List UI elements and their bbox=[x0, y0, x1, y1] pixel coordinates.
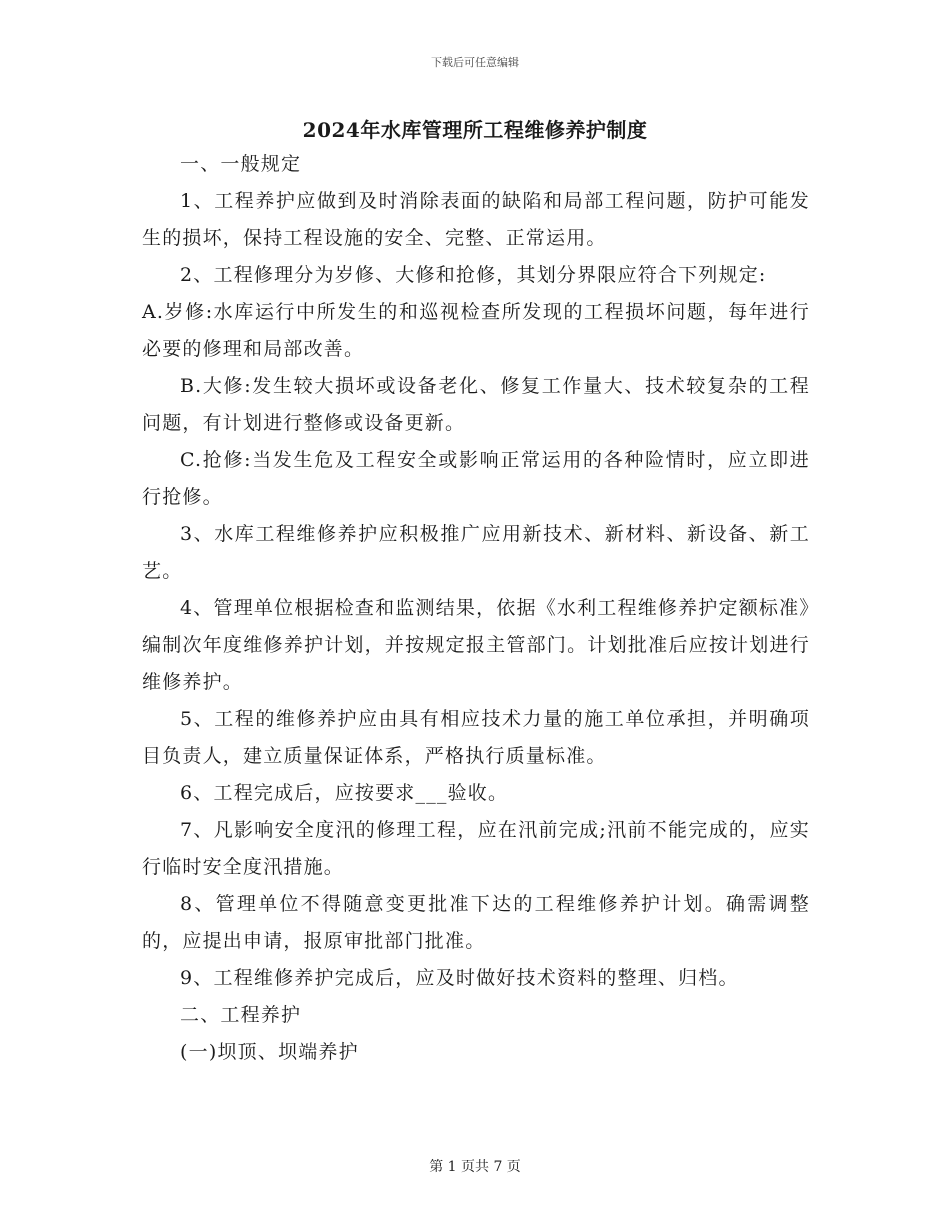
section-heading: 一、一般规定 bbox=[180, 153, 302, 175]
document-title: 2024年水库管理所工程维修养护制度 bbox=[302, 118, 648, 142]
page-number: 第 1 页共 7 页 bbox=[429, 1159, 521, 1175]
paragraph: 9、工程维修养护完成后，应及时做好技术资料的整理、归档。 bbox=[180, 967, 739, 989]
paragraph: 4、管理单位根据检查和监测结果，依据《水利工程维修养护定额标准》编制次年度维修养护计划，并按规定报主管部门。计划批准后应按计划进行维修养护。 bbox=[142, 597, 810, 693]
header-note: 下载后可任意编辑 bbox=[431, 56, 519, 69]
paragraph: 1、工程养护应做到及时消除表面的缺陷和局部工程问题，防护可能发生的损坏，保持工程设施的安全、完整、正常运用。 bbox=[142, 190, 810, 249]
document-body bbox=[142, 146, 810, 1071]
paragraph: 3、水库工程维修养护应积极推广应用新技术、新材料、新设备、新工艺。 bbox=[142, 523, 810, 582]
paragraph: 8、管理单位不得随意变更批准下达的工程维修养护计划。确需调整的，应提出申请，报原审批部门批准。 bbox=[142, 893, 810, 952]
paragraph: A.岁修:水库运行中所发生的和巡视检查所发现的工程损坏问题，每年进行必要的修理和局部改善。 bbox=[142, 301, 810, 360]
paragraph: 6、工程完成后，应按要求___验收。 bbox=[180, 782, 509, 804]
paragraph: 2、工程修理分为岁修、大修和抢修，其划分界限应符合下列规定: bbox=[180, 264, 767, 286]
subsection-heading: (一)坝顶、坝端养护 bbox=[180, 1041, 359, 1063]
paragraph: C.抢修:当发生危及工程安全或影响正常运用的各种险情时，应立即进行抢修。 bbox=[142, 449, 810, 508]
paragraph: 7、凡影响安全度汛的修理工程，应在汛前完成;汛前不能完成的，应实行临时安全度汛措施。 bbox=[142, 819, 810, 878]
section-heading: 二、工程养护 bbox=[180, 1004, 302, 1026]
paragraph: B.大修:发生较大损坏或设备老化、修复工作量大、技术较复杂的工程问题，有计划进行整修或设备更新。 bbox=[142, 375, 810, 434]
paragraph: 5、工程的维修养护应由具有相应技术力量的施工单位承担，并明确项目负责人，建立质量保证体系，严格执行质量标准。 bbox=[142, 708, 810, 767]
